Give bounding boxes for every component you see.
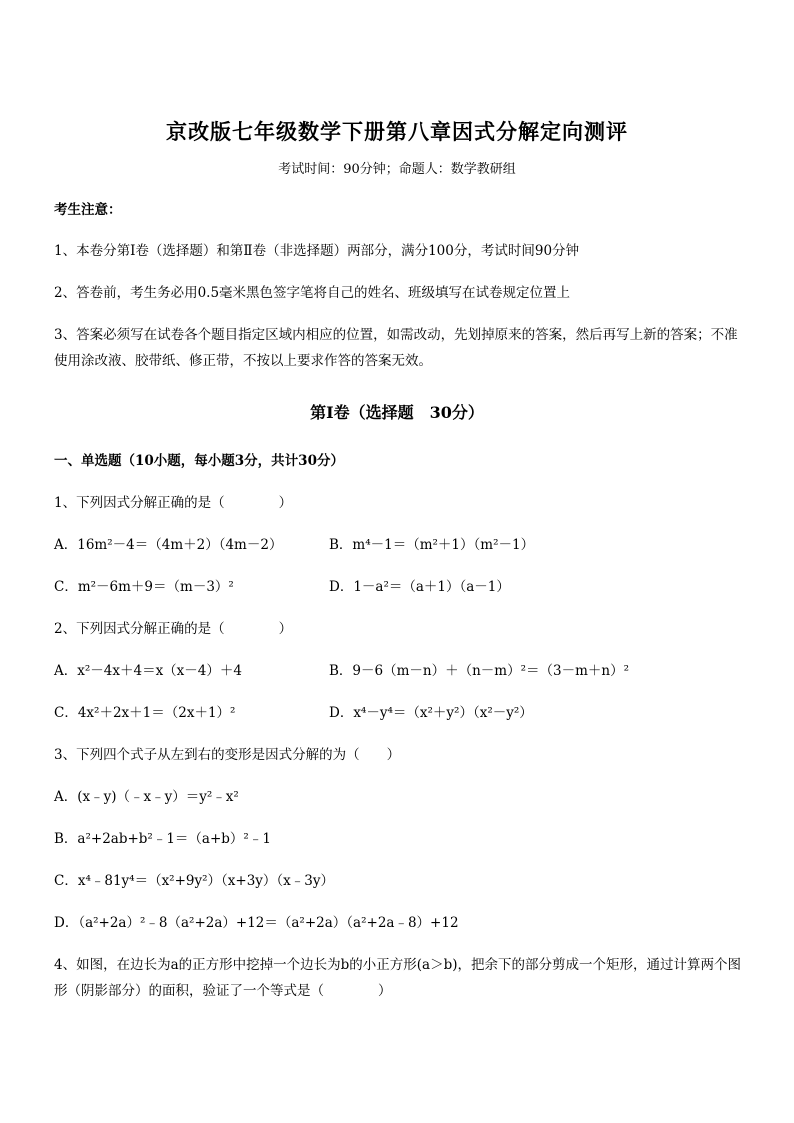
page-subtitle: 考试时间：90分钟；命题人：数学教研组 [278,162,516,177]
part-title: 一、单选题（10小题，每小题3分，共计30分） [54,453,344,469]
question-1-option-b[interactable]: B．m⁴－1＝（m²＋1）（m²－1） [329,537,535,553]
question-2-option-b[interactable]: B．9－6（m－n）＋（n－m）²＝（3－m＋n）² [329,663,629,679]
question-2-option-d[interactable]: D．x⁴－y⁴＝（x²＋y²）（x²－y²） [329,705,533,721]
question-3-option-a[interactable]: A．(x﹣y)（﹣x﹣y）＝y²﹣x² [54,789,239,805]
page-title: 京改版七年级数学下册第八章因式分解定向测评 [166,119,628,144]
notice-item-1: 1、本卷分第Ⅰ卷（选择题）和第Ⅱ卷（非选择题）两部分，满分100分，考试时间90分钟 [54,243,580,259]
question-1-option-a[interactable]: A．16m²－4＝（4m＋2）（4m－2） [54,537,283,553]
question-4-stem: 4、如图，在边长为a的正方形中挖掉一个边长为b的小正方形(a＞b)，把余下的部分剪成一个矩形，通过计算两个图形（阴影部分）的面积，验证了一个等式是（ ） [54,957,742,999]
question-2-option-c[interactable]: C．4x²＋2x＋1＝（2x＋1）² [54,705,236,721]
notice-item-3: 3、答案必须写在试卷各个题目指定区域内相应的位置，如需改动，先划掉原来的答案，然后再写上新的答案；不准使用涂改液、胶带纸、修正带，不按以上要求作答的答案无效。 [54,327,738,369]
notice-heading: 考生注意： [54,202,122,218]
question-2-option-a[interactable]: A．x²－4x＋4＝x（x－4）＋4 [54,663,242,679]
question-1-option-d[interactable]: D．1－a²＝（a＋1）（a－1） [329,579,510,595]
question-1-option-c[interactable]: C．m²－6m＋9＝（m－3）² [54,579,234,595]
question-3-stem: 3、下列四个式子从左到右的变形是因式分解的为（ ） [54,747,401,763]
question-3-option-b[interactable]: B．a²+2ab+b²﹣1＝（a+b）²﹣1 [54,831,271,847]
question-3-option-c[interactable]: C．x⁴﹣81y⁴＝（x²+9y²）（x+3y）（x﹣3y） [54,873,335,889]
question-1-stem: 1、下列因式分解正确的是（ ） [54,495,293,511]
notice-item-2: 2、答卷前，考生务必用0.5毫米黑色签字笔将自己的姓名、班级填写在试卷规定位置上 [54,285,571,301]
question-3-option-d[interactable]: D．（a²+2a）²﹣8（a²+2a）+12＝（a²+2a）（a²+2a﹣8）+12 [54,915,459,931]
question-2-stem: 2、下列因式分解正确的是（ ） [54,621,293,637]
section-title: 第Ⅰ卷（选择题 30分） [310,403,484,422]
